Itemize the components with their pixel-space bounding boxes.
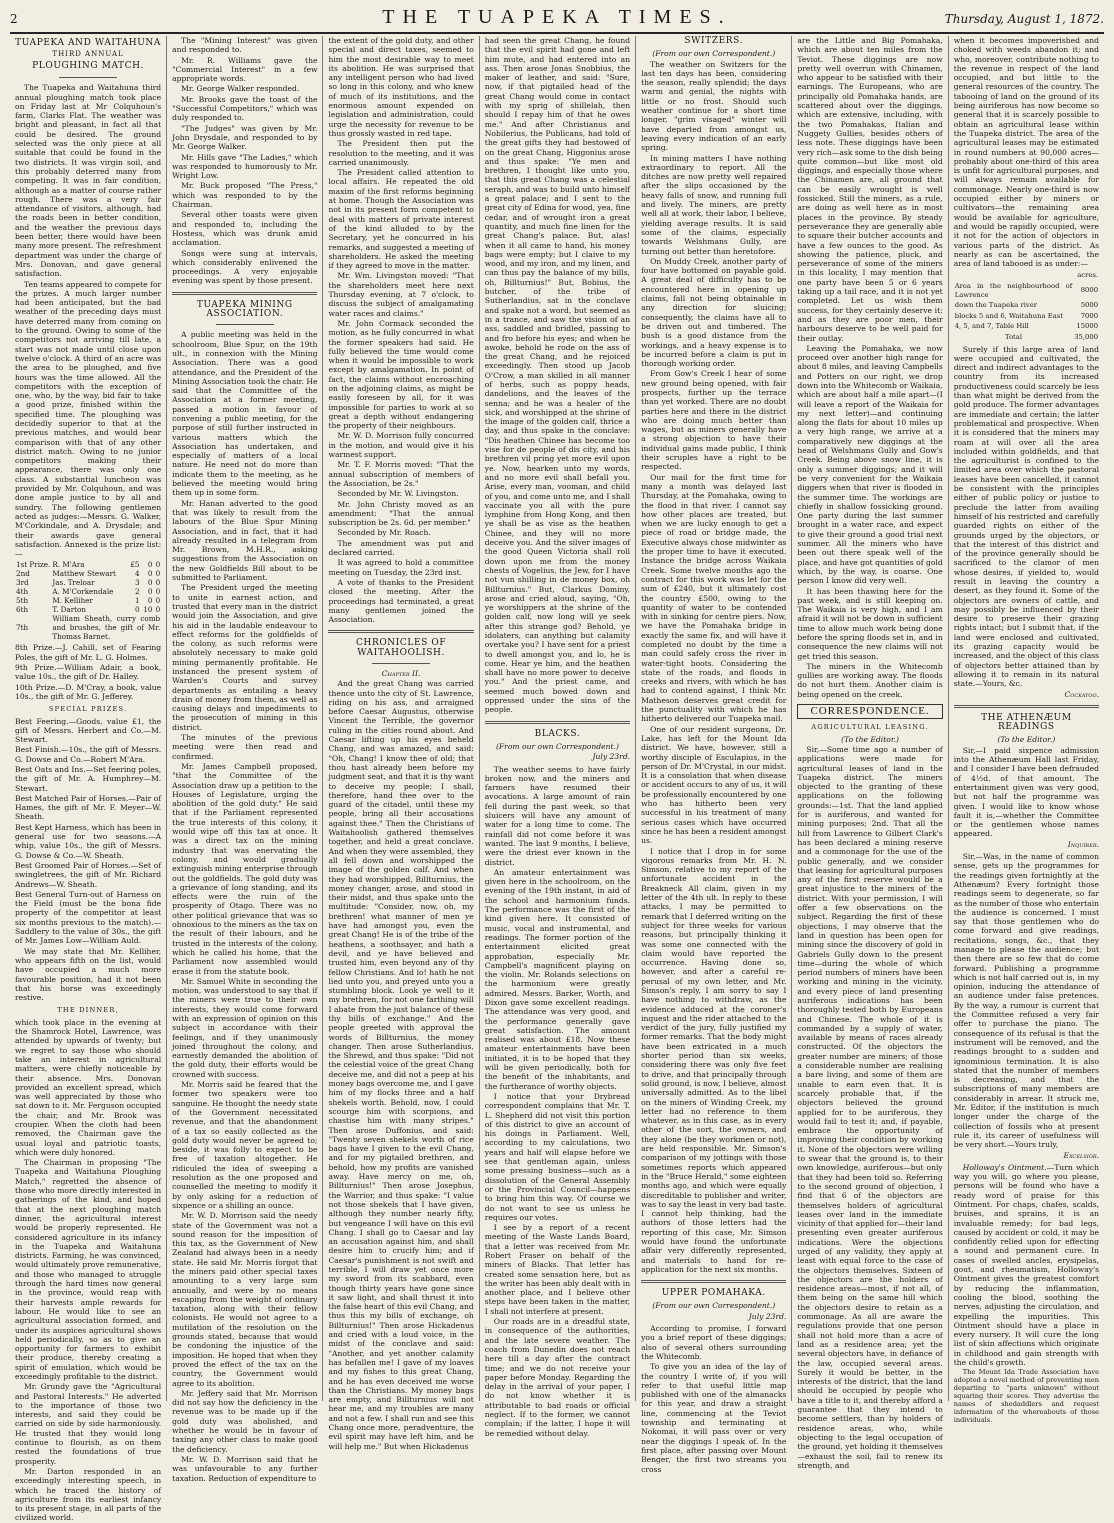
article-title: TUAPEKA AND WAITAHUNA <box>15 38 162 48</box>
paragraph: Mr. Darton responded in an exceedingly interesting speech, in which he traced the history of agriculture from its earliest infancy to its present stage, in all parts of the civilized world. <box>15 1466 162 1523</box>
paragraph: The weather seems to have fairly broken now, and the miners and farmers have resumed their avocations. A large amount of rain fell during the past week, so that sluicers will have any amount of water for a long time to come. The rainfall did not come before it was wanted. The last 9 months, I believe, were the driest ever known in the district. <box>484 764 631 867</box>
paragraph: In mining matters I have nothing extraordinary to report. All the ditches are now pretty well repaired after the slips occasioned by the heavy falls of snow, and running full and lively. The miners, are pretty well all at work, their labor, I believe, yielding average results. It is said some of the claims, especially towards Welshmans Gully, are turning out better than heretofore. <box>641 153 787 256</box>
dateline: July 23rd. <box>748 1311 787 1321</box>
paragraph: A public meeting was held in the schoolroom, Blue Spur, on the 19th ult., in connexion with the Mining Association. There was a good attendance, and the President of the Mining Association took the chair. He said that the Committee of the Association at a former meeting, passed a motion in favour of convening a public meeting, for the purpose of still further instructed in various matters which the Association has undertaken, and especially of matters of a local nature. He need not do more than indicate them to the meeting, as he believed the meeting would bring them up in some form. <box>172 330 318 498</box>
paragraph: One of our resident surgeons, Dr. Lake, has left for the Mount Ida district. We have, however, still a worthy disciple of Esculapius, in the person of Dr. M'Crystal, in our midst. It is a consolation that when disease or accident occurs to any of us, it will be professionally encountered by one who has hitherto been very successful in his treatment of many serious cases which have occurred since he has been a resident amongst us. <box>641 724 787 846</box>
divider <box>954 705 1099 708</box>
divider <box>641 1280 786 1283</box>
area-unit-header: acres. <box>1077 271 1099 280</box>
paragraph: Mr. Buck proposed "The Press," which was responded to by the Chairman. <box>172 181 318 210</box>
paragraph: The weather on Switzers for the last ten days has been, considering the season, really splendid; the days warm and genial, the nights with little or no frost. Should such weather continue for a short time longer, "grim visaged" winter will have departed from amongst us, leaving every indication of an early spring. <box>641 59 787 153</box>
area-label: down the Tuapeka river <box>954 301 1038 310</box>
prize-pence: 0 <box>155 596 161 606</box>
prize-name: Jas. Treloar <box>52 578 95 588</box>
paragraph: Mr. James Campbell proposed, "that the Committee of the Association draw up a petition to the Houses of Legislature, urging the abolition of the gold duty." He said that if the Parliament represented the true interests of this colony, it would wipe off this tax at once. It was a direct tax on the mining industry that was enervating the colony, and would gradually extinguish mining enterprise through out the goldfields. The gold duty was a grievance of long standing, and its effects were the ruin of the prosperity of Otago. There was no other political grievance that was so obnoxious to the miners as the tax on the result of their labours, and he trusted in the interests of the colony, which he called his home, that the Parliament now assembled would erase it from the statute book. <box>172 761 318 976</box>
prize-pence: 0 <box>155 578 161 588</box>
paragraph: We may state that Mr. Kelliher, who appears fifth on the list, would have occupied a much more favourable position, had it not been that his horse was exceedingly restive. <box>15 946 162 1003</box>
paragraph: are the Little and Big Pomahaka, which are about ten miles from the Teviot. These diggings are now pretty well overrun with Chinamen, who appear to be satisfied with their earnings. The Europeans, who are principally old Pomahaka hands, are scattered about over the diggings, which are extensive, including, with the two Pomahakas, Italian and Nuggety Gullies, besides others of less note. These diggings have been very rich—ask some to the dish being quite common—but like most old diggings, and especially those where the Chinamen are, all ground that can be easily wrought is well fossicked. Still the miners, as a rule, are doing as well here as in most places in the province. By steady perseverance they are generally able to square their butcher accounts and have a few ounces to the good. As showing the patience, pluck, and perseverance of some of the miners in this locality, I may mention that one party have been 5 or 6 years taking up a tail race, and it is not yet completed. Let us wish them success, for they certainly deserve it; and as they are poor men, their harbours deserve to be well paid for their outlay. <box>797 36 943 343</box>
paragraph: Mr. Samuel White in seconding the motion, was understood to say that if the miners were true to their own interests, they would come forward with an expression of opinion on this subject in accordance with their feelings, and if they unanimously joined throughout the colony, and earnestly demanded the abolition of the gold duty, their efforts would be crowned with success. <box>172 976 318 1079</box>
prize-shillings: 0 <box>147 587 153 597</box>
area-value: 5000 <box>1080 301 1099 310</box>
prize-shillings: 0 <box>147 596 153 606</box>
paragraph: which took place in the evening at the Shamrock Hotel, Lawrence, was attended by upwards of twenty; but we regret to say those who should take an interest in agricultural matters, were chiefly noticeable by their absence. Mrs. Donovan provided an excellent spread, which was well appreciated by those who sat down to it. Mr. Ferguson occupied the chair, and Mr. Brook was croupier. When the cloth had been removed, the Chairman gave the usual loyal and patriotic toasts, which were duly honored. <box>15 1017 162 1157</box>
prize-pence: 0 <box>155 587 161 597</box>
prize-pounds: 2 <box>134 587 140 597</box>
prize-name: M. Kelliher <box>52 596 93 606</box>
paragraph: Sir,—Some time ago a number of applications were made for agricultural leases of land in the Tuapeka district. The miners objected to the granting of these applications on the following grounds:—1st. That the land applied for is auriferous, and wanted for mining purposes; 2nd. That all the hill from Lawrence to Gilbert Clark's has been declared a mining reserve and a commonage for the use of the public generally, and we consider that leasing for agricultural purposes any of the first reserve would be a great injustice to the miners of the district. With your permission, I will offer a few observations on the subject. Regarding the first of these objections, I may observe that the land in question has been open for mining since the discovery of gold in Gabriels Gully down to the present time—during the whole of which period numbers of miners have been working and mining in the vicinity, and every piece of land presenting auriferous indications has been thoroughly tested both by Europeans and Chinese. The whole of it is commanded by a supply of water, available by means of races already constructed. Of the objectors the greater number are miners; of those a considerable number are realising a bare living, and some of them are unable to earn even that. It is scarcely probable that, if the objectors believed the ground applied for to be auriferous, they would fail to test it; and, if payable, embrace the opportunity of improving their condition by working it. None of the objectors were willing to swear that the ground is, to their own knowledge, auriferous—but only that they had been told so. Referring to the second ground of objection, I find that 6 of the objectors are themselves holders of agricultural leases over land in the immediate vicinity of that applied for—their land presenting even greater auriferous indications. Were the objections urged of any validity, they apply at least with equal force to the case of the objectors themselves. Sixteen of the objectors are the holders of residence areas—most, if not all, of them being on the same hill which the objectors desire to retain as a commonage. As all are aware the regulations provide that one person shall not hold more than a acre of land as a residence area; yet the several objectors have, in defiance of the law, occupied several areas. Surely it would be better, in the interests of the district, that the land should be occupied by people who have a title to it, and thereby afford a guarantee that they intend to become settlers, than by holders of residence areas, who, while objecting to the legal occupation of the ground, yet holding it themselves—exhaust the soil, fail to renew its strength, and <box>797 744 943 1470</box>
section-header-correspondence: CORRESPONDENCE. <box>797 704 942 719</box>
special-prize: Best Feering.—Goods, value £1, the gift of Messrs. Herbert and Co.—M. Stewart. <box>15 716 162 745</box>
prize-place: 1st Prize. <box>16 560 51 570</box>
notice: The Mount Ida Trade Association have adopted a novel method of preventing men departing to "parts unknown" without squaring their scores. They advertise the names of shedaddlers and request information of the whereabouts of those individuals. <box>953 1368 1100 1425</box>
paragraph: The President called attention to local affairs. He repeated the old maxim of the first reforms beginning at home. Though the Association was not in its present form competent to deal with matters of private interest of the kind alluded to by the Secretary, yet he concurred in his remarks, and suggested a meeting of shareholders. He asked the meeting if they agreed to move in the matter. <box>328 168 474 271</box>
article-title: SWITZERS. <box>684 36 744 46</box>
prize-entry: 10th Prize.—D. M'Cray, a book, value 10s., the gift of Mr. G. Jefferey. <box>15 682 162 701</box>
paragraph: The Tuapeka and Waitahuna third annual ploughing match took place on Friday last at Mr Colquhoun's farm, Clarks Flat. The weather was bright and pleasant, in fact all that could be desired. The ground selected was the only piece at all suitable that could be found in the two districts. It was virgin soil, and this probably deterred many from competing. It was in fair condition, although as a matter of course rather rough. There was a very fair attendance of visitors, although, had the roads been in better condition, and the weather the previous days been better, there would have been many more present. The refreshment department was under the charge of Mrs. Donovan, and gave general satisfaction. <box>15 83 162 279</box>
paragraph: Mr. John Cormack seconded the motion, as he fully concurred in what the former speakers had said. He fully believed the time would come when it would be impossible to work except by amalgamation. In point of fact, the claims without encroaching on the adjoining claims, as might be easily foreseen by all, for it was impossible for parties to work at so great a depth without endangering the property of their neighbours. <box>328 318 474 431</box>
prize-name: T. Darton <box>52 605 86 615</box>
divider <box>216 324 274 325</box>
area-value: 7000 <box>1080 311 1099 320</box>
prize-shillings: 10 <box>143 605 153 615</box>
masthead <box>10 6 1104 34</box>
prize-name: A. M'Corkendale <box>52 587 114 597</box>
paragraph: Mr. Brooks gave the toast of the "Successful Competitors," which was duly responded to. <box>172 94 318 123</box>
correspondent-line: (From our own Correspondent.) <box>495 741 619 751</box>
prize-name: R. M'Ara <box>52 560 85 570</box>
paragraph: the extent of the gold duty, and other special and direct taxes, seemed to him the most desirable way to meet its abolition. He was surprised that any intelligent person who had lived so long in this colony, and who knew of much of its institutions, and the enormous amount expended on legislation and administration, could urge the necessity for revenue to be thus grossly wasted in red tape. <box>328 36 474 138</box>
paragraph: Sir,—I paid sixpence admission into the Athenæum Hall last Friday, and I consider I have been defrauded of 4½d. of that amount. The entertainment given was very good, but not half the programme was given. I would like to know whose fault it is,—whether the Committee or the gentlemen whose names appeared. <box>953 745 1100 839</box>
paragraph: Several other toasts were given and responded to, including the Hostess, which was drunk amid acclamation. <box>172 210 318 248</box>
article-title-2: PLOUGHING MATCH. <box>32 61 145 72</box>
table-header-row <box>954 270 1099 281</box>
divider <box>328 630 473 633</box>
advertisement <box>954 1163 1099 1368</box>
area-total-value: 35,000 <box>1074 332 1099 341</box>
paragraph: Our mail for the first time for many a month was delayed last Thursday, at the Pomahaka, owing to the flood in that river. I cannot say how other places are treated, but when we are lucky enough to get a piece of road or bridge made, the Executive always chose midwinter as the proper time to have it executed. Instance the bridge across Waikaia Creek. Some twelve months ago the contract for this work was let for the sum of £240, but it ultimately cost the country £500, owing to the quantity of water to be contended with in sinking for centre piers. Now, we have the Pomahaka bridge in exactly the same fix, and will have it completed no doubt by the time a man could safely cross the river in water-tight boots. Considering the state of the roads, and floods in creeks and rivers, with which he has had to contend against, I think Mr. Matheson deserves great credit for the punctuality with which he has hitherto delivered our Tuapeka mail. <box>641 472 787 724</box>
paragraph: Leaving the Pomahaka, we now proceed over another high range for about 8 miles, and leaving Campbells and Potters on our right, we drop down into the Whitecomb or Waikaia, which are about half a mile apart—(I will leave a report of the Waikaia for my next letter)—and continuing along the flats for about 10 miles up a very high range, we arrive at a comparatively new diggings at the head of Welshmans Gully and Gow's Creek. Being above snow line, it is only a summer diggings; and it will be very convenient for the Waikaia diggers when that river is flooded in the summer time. The workings are chiefly in shallow fossicking ground. One party during the last summer brought in a water race, and expect to give their ground a good trial next summer. All the miners who have been out there speak well of the place, and have got quantities of gold which, by the way, is coarse. One person I know did very well. <box>797 343 943 586</box>
column-6 <box>791 36 947 1470</box>
special-prize: Best Oats and Ins.—Set feering poles, the gift of Mr. A. Humphrey—M. Stewart. <box>15 765 162 793</box>
chapter-heading: Chapter II. <box>381 669 421 678</box>
paragraph: The minutes of the previous meeting were then read and confirmed. <box>172 733 318 761</box>
paragraph: It has been thawing here for the past week, and is still keeping on. The Waikaia is very high, and I am afraid it will not be down in sufficient time to allow much work being done before the spring floods set in, and in consequence the new claims will not get tried this season. <box>797 586 943 661</box>
article-title: CHRONICLES OF WAITAHOOLISH. <box>356 638 447 658</box>
paragraph: On Muddy Creek, another party of four have bottomed on payable gold. A great deal of difficulty has to be encountered here in opening up claims, fall not being obtainable in any direction for sluicing; consequently, the claims have all to be driven out and timbered. The bush is a good distance from the workings, and a heavy expense is to be incurred before a claim is put in thorough working order. <box>641 256 787 369</box>
paragraph: Mr. John Christy moved as an amendment: "That the annual subscription be 2s. 6d. per member." <box>328 499 474 528</box>
prize-pounds: 0 <box>134 605 140 615</box>
prize-place: 7th <box>16 623 29 633</box>
table-row <box>954 281 1099 300</box>
paragraph: The Chairman in proposing "The Tuapeka and Waitahuna Ploughing Match," regretted the absence of those who more directly interested in gatherings of the kind, and hoped that at the next ploughing match dinner, the agricultural interest would be properly represented. He considered agriculture in its infancy in the Tuapeka and Waitahuna districts. Farming, he was convinced, would ultimately prove remunerative, and those who managed to struggle through the hard times now general in the province, would reap with their harvests ample rewards for labour. He would like to see an agricultural association formed, and under its auspices agricultural shows held periodically, so as to give an opportunity for farmers to exhibit their produce, thereby creating a spirit of emulation, which would be exceedingly profitable to the district. <box>15 1158 162 1381</box>
signature: Inquirer. <box>1067 839 1100 849</box>
prize-row <box>15 560 161 569</box>
prize-row <box>15 605 161 614</box>
column-5 <box>635 36 791 1474</box>
article-title: AGRICULTURAL LEASING. <box>811 723 929 732</box>
paragraph: Seconded by Mr. Roach. <box>337 528 431 538</box>
paragraph: Mr. W. D. Morrison fully concurred in the motion, and would give it his warmest support. <box>328 431 474 460</box>
prize-place: 2nd <box>16 569 30 579</box>
article-title: UPPER POMAHAKA. <box>661 1288 766 1299</box>
dinner-heading: THE DINNER, <box>57 1006 119 1015</box>
paragraph: Mr. Morris said he feared that the former two speakers were too sanguine. He thought the needy state of the Government necessitated revenue, and that the abandonment of a tax so easily collected as the gold duty would never be agreed to; beside, it was folly to expect to be free of taxation altogether. He ridiculed the idea of sweeping a resolution as the one proposed and counselled the meeting to modify it by only asking for a reduction of sixpence or a shilling an ounce. <box>172 1080 318 1210</box>
prize-row <box>15 578 161 587</box>
area-label: Area in the neighbourhood of Lawrence <box>954 282 1073 299</box>
special-prize: Best Kept Harness, which has been in general use for two seasons.—A whip, value 10s., the gift of Messrs. G. Dowse & Co.—W. Sheath. <box>15 822 162 860</box>
table-row <box>954 311 1099 322</box>
paragraph: Songs were sung at intervals, which considerably enlivened the proceedings. A very enjoyable evening was spent by those present. <box>172 248 318 286</box>
tabooed-area-table <box>954 270 1099 342</box>
special-prize: Best Finish.—10s., the gift of Messrs. G. Dowse and Co.—Robert M'Ara. <box>15 745 162 764</box>
area-total-label: Total <box>1004 332 1022 341</box>
paragraph: Mr. Hills gave "The Ladies," which was responded to humorously to Mr. Wright Low. <box>172 152 318 181</box>
prize-pence: 0 <box>155 605 161 615</box>
paragraph: I notice that your Drybread correspondent complains that Mr. T. L. Shepherd did not visit this portion of this district to give an account of his doings in Parliament. Well, according to my calculations, two years and half will elapse before we see that gentleman again, unless some pressing business—such as a dissolution of the General Assembly or the Provincial Council—happens to bring him this way. Of course we do not want to see us unless he requires our votes. <box>484 1091 631 1222</box>
correspondent-line: (From our own Correspondent.) <box>652 49 776 59</box>
prize-pounds: £5 <box>130 560 140 570</box>
paragraph: Mr. T. F. Morris moved: "That the annual subscription of members of the Association, be 2s." <box>328 460 474 488</box>
paragraph: And the great Chang was carried thence unto the city of St. Lawrence, riding on his ass, and arraigned before Caesar Augustus, otherwise Vincent the Terrible, the governor ruling in the cities round about. And Caesar lifting up his eyes beheld Chang, and was amazed, and said: "Oh, Chang! I know thee of old; that thou hast already been before my judgment seat, and that it is thy want to deceive my people; I shall, therefore, hand thee over to the guard of the citadel, until these my people, bring all their accusations against thee." Then the Christians of Waitahoolish gathered themselves together, and held a great conclave. And when they were assembled, they all fell down and worshipped the image of the golden calf. And when they had worshipped, Billturnius, the money changer, arose, and stood in their midst, and thus spake unto the multitude: "Consider, now, oh, my brethren! what manner of men ye have had amongst you, even the great Chang! He is of the tribe of the heathens, a soothsayer, and hath a devil, and ye have believed and trusted him, even beyond any of thy fellow Christians. And lo! hath he not lied unto you, and preyed unto you a stumbling block. Look ye well to it my brethren, for not one farthing will I abate from the just balance of these thy bills of exchange." And the people greeted with approval the words of Billturnius, the money changer. Then arose Sutherlandius, the Shrewd, and thus spake: "Did not the celestial voice of the great Chang deceive me, and did not a peep at his money bags overcome me, and I gave him of my flocks three and a half shekels worth. Behold, now, I could scourge him with scorpions, and chastise him with many stripes." Then arose Duffonius, and said: "Twenty seven shekels worth of rice bags have I given to the evil Chang, and for my pigtailed brethren, and behold, how my profits are vanished away. Have mercy on me, oh, Billturnius!" Then arose Josephus, the Warrior, and thus spake: "I value not those shekels that I have given, although they number nearly fifty, but vengeance I will have on this evil Chang. I shall go to Caesar and lay an accusation against him, and shall desire him to crucify him; and if Caesar's punishment is not swift and terrible, I will draw yet once more my sword from its scabbard, even though thirty years have gone since it saw light, and shall thrust it into the false heart of this evil Chang, and thus this my bills of exchange, oh Billturnius!" Then arose Hickadenus and cried with a loud voice, in the midst of the conclave and said: "Another, and yet another calamity has befallen me! I gave of my loaves and my fishes to this great Chang, and he has even deceived me worse than the Christians. My money bags are empty, and Billturnius will not hear me, and my troubles are many and not a few. I shall run and see this Chang once more, peradventure, the evil spirit may have left him, and he will help me." But when Hickadenus <box>328 679 474 1451</box>
paragraph: Mr. Grundy gave the "Agricultural and Pastoral Interests." He adverted to the importance of those two interests, and said they could be carried on side by side harmoniously. He trusted that they would long continue to flourish, as on them rested the foundations of true prosperity. <box>15 1382 162 1466</box>
table-total-row <box>954 332 1099 343</box>
paragraph: It was agreed to hold a committee meeting on Tuesday, the 23rd inst. <box>328 558 474 577</box>
prize-place: 5th <box>16 596 29 606</box>
paragraph: Mr. R. Williams gave the "Commercial Interest" in a few appropriate words. <box>172 55 318 84</box>
divider <box>172 292 317 295</box>
area-value: 15000 <box>1076 322 1099 331</box>
article-title: BLACKS. <box>534 728 581 739</box>
paragraph: Mr. W. D. Morrison said that he was unfavourable to any further taxation. Reduction of expenditure to <box>172 1454 318 1483</box>
signature: Excelsior. <box>1063 1150 1100 1160</box>
special-prize: Best Groomed Pair of Horses.—Set of swingletrees, the gift of Mr. Richard Andrews—W. Sheath. <box>15 860 162 889</box>
special-prizes-heading: SPECIAL PRIZES. <box>48 705 128 714</box>
prize-place: 3rd <box>16 578 29 588</box>
paragraph: The President then put the resolution to the meeting, and it was carried unanimously. <box>328 139 474 167</box>
area-label: 4, 5, and 7, Table Hill <box>954 322 1029 331</box>
to-editor-line: (To the Editor.) <box>997 735 1056 745</box>
paragraph: Mr. Jeffery said that Mr. Morrison did not say how the deficiency in the revenue was to be made up if the gold duty was abolished, and whether he would be in favour of taxing any other class to make good the deficiency. <box>172 1388 318 1454</box>
area-value: 8000 <box>1080 286 1099 295</box>
paragraph: An amateur entertainment was given here in the schoolroom, on the evening of the 19th instant, in aid of the school and harmonium funds. The performance was the first of the kind given here. It consisted of music, vocal and instrumental, and readings. The former portion of the entertainment elicited great approbation, especially Mr. Campbell's magnificent playing on the violin. Mr. Rolands selections on the harmonium were greatly admired. Messrs. Barker, Worth, and Dixon gave some excellent readings. The attendance was very good, and the performance generally gave great satisfaction. The amount realised was about £18. Now these amateur entertainments have been initiated, it is to be hoped that they will be given periodically, both for the benefit of the inhabitants, and the furtherance of worthy objects. <box>484 867 631 1091</box>
signature: Cockatoo. <box>1064 689 1100 699</box>
paragraph: had seen the great Chang, he found that the evil spirit had gone and left him mute, and had entered into an ass. Then arose Jonas Snobbius, the maker of leather, and said: "Sure, now, if that pigtailed head of the great Chang would come in contact with my sprig of shillelah, then should I repay him of that he owes me." And after Christianus and Nobilerius, the Publicans, had told of the great gifts they had bestowed of on the great Chang, Higgonius arose and thus spake: "Ye men and brethren, I thought like unto you, that this great Chang was a celestial seraph, and was to build unto himself a great palace; and I sent to the great city of Edina for wood, yea, fine cedar, and of wrought iron a great quantity, and much fine linen for the great Chang's palace. But, alas! when it all came to hand, his money bags were empty; but I claive to my wood, and my iron, and my linen, and can thus pay the balance of my bills, oh, Billturnius!" But, Bobius, the butcher, of the tribe of Sutherlandius, sat in the conclave and spake not a word, but seemed as in a trance, and saw the vision of an ass, saddled and bridled, passing to and fro before his eyes; and when he awoke, behold he rode on the ass of the great Chang, and he rejoiced exceedingly. Then stood up Jacob O'Crow, a man skilled in all manner of herbs, such as poppy heads, dandelions, and the leaves of the senna; and he was a healer of the sick, and worshipped at the shrine of the image of the golden calf, thrice a day, and thus spake in the conclave: "Dis heathen Chinee has become too vise for de people of dis city, and his brethren vil pring yet more evil upon ye. Now, hearken unto my words, and no more evil shall befall you. Arise, every man, vooman, and child of you, and come unto me, and I shall vaccinate you all with the pure lymphine from Hong Kong, and then ye shall be as vise as the heathen Chinee, and they will no more deceive you. And the silver images of the good Queen Victoria shall roll down upon me from the money chests of Vogelius, the Jew, for I have not vun shilling in de money box, oh Billturnius." But, Clarkus Dominy, arose and cried aloud, saying, "Oh, ye worshippers at the shrine of the golden calf, now long will ye seek after this strange god? Behold, ye idolaters, can anything but calamity overtake you? I have sent for a priest to dwell amongst you, and lo, he is come. Hear ye him, and the heathen shall have no more power to deceive you." And the priest came, and seemed much bowed down and oppressed under the sins of the people. <box>484 36 631 715</box>
prize-entry: 9th Prize.—William Adair, a book, value 10s., the gift of Dr. Halley. <box>15 663 162 682</box>
ad-title: Holloway's Ointment. <box>962 1162 1047 1172</box>
paragraph: To give you an idea of the lay of the country I write of, if you will refer to that useful little map published with one of the almanacks for this year, and draw a straight line, commencing at the Teviot township and terminating at Nokomai, it will pass over or very near the diggings I speak of. In the first place, after passing over Mount Benger, the first two streams you cross <box>641 1362 787 1474</box>
paragraph: Seconded by Mr. W. Livingston. <box>337 489 459 499</box>
paragraph: when it becomes impoverished and choked with weeds abandon it; and who, moreover, contribute nothing to the revenue in respect of the land occupied, and but little to the general resources of the country. The tabooing of land on the ground of its being auriferous has now become so general that it is scarcely possible to obtain an agricultural lease within the Tuapeka district. The area of the agricultural leases may be estimated in round numbers at 90,000 acres—probably about one-third of this area is unfit for agricultural purposes, and will always remain available for commonage. Nearly one-third is now occupied either by miners or cultivators—the remaining area would be available for agriculture, and would be rapidly occupied, were it not for the action of objectors in various parts of the district. As nearly as can be ascertained, the area of land tabooed is as under:— <box>953 36 1100 269</box>
to-editor-line: (To the Editor.) <box>841 734 900 744</box>
paragraph: Our roads are in a dreadful state, in consequence of the authorities, and the late severe weather. The coach from Dunedin does not reach here till a day after the contract time; and we do not receive your paper before Monday. Regarding the delay in the arrival of your paper, I do not know whether it is attributable to bad roads or official neglect. If to the former, we cannot complain; if the latter, I hope it will be remedied without delay. <box>484 1317 631 1438</box>
table-row <box>954 300 1099 311</box>
prize-row <box>15 569 161 578</box>
paragraph: According to promise, I forward you a brief report of these diggings; also of several others surrounding the Whitecomb. <box>641 1324 787 1361</box>
area-label: blocks 5 and 6, Waitahuna East <box>954 311 1063 320</box>
divider <box>485 721 630 724</box>
article-title: THE ATHENÆUM READINGS <box>981 712 1072 733</box>
paragraph: From Gow's Creek I hear of some new ground being opened, with fair prospects, further up the terrace than yet worked. There are no doubt parties here and there in the district who are doing much better than wages, but as miners generally have a strong objection to have their individual gains made public, I think their scruples have a right to be respected. <box>641 369 787 472</box>
page-number: 2 <box>10 12 18 26</box>
column-3 <box>322 36 478 1451</box>
issue-date: Thursday, August 1, 1872. <box>944 12 1104 26</box>
prize-list <box>15 560 161 641</box>
paragraph: Mr. Hanan adverted to the good that was likely to result from the labours of the Blue Spur Mining Association, and in fact, that it had already resulted in a telegram from Mr. Brown, M.H.R., asking suggestions from the Association on the new Goldfields Bill about to be submitted to Parliament. <box>172 498 318 583</box>
article-subtitle: THIRD ANNUAL <box>52 50 124 58</box>
correspondent-line: (From our own Correspondent.) <box>652 1301 776 1311</box>
prize-pounds: 4 <box>134 569 140 579</box>
prize-pence: 0 <box>155 569 161 579</box>
prize-shillings: 0 <box>147 569 153 579</box>
paragraph: "The Judges" was given by Mr. John Drysdale, and responded to by Mr. George Walker. <box>172 123 318 152</box>
prize-shillings: 0 <box>147 560 153 570</box>
article-title: TUAPEKA MINING ASSOCIATION. <box>196 299 293 320</box>
paragraph: The miners in the Whitecomb gullies are working away. The floods do not hurt them. Another claim is being opened on the creek. <box>797 661 943 699</box>
prize-place: 4th <box>16 587 29 597</box>
paragraph: Surely if this large area of land were occupied and cultivated, the direct and indirect advantages to the country from its increased productiveness could scarcely be less than what might be derived from the gold produce. The former advantages are immediate and certain; the latter problematical and prospective. When it is considered that the miners may roam at will over all the area included within goldfields, and that the agriculturist is confined to the limited area over which the pastoral leases have been cancelled, it cannot be consistent with the principles either of public policy or justice to preclude the latter from availing himself of his restricted and carefully guarded rights on either of the grounds urged by the objectors, or that the interest of this district and of the province generally should be sacrificed to the clamor of men whose desires, if yielded to, would result in leaving the country a desert, as they found it. Some of the objectors are owners of cattle, and may possibly be influenced by their desire to preserve their grazing rights intact; but I submit that, if the land were enclosed and cultivated, its grazing capacity would be increased, and the object of this class of objectors better attained than by allowing it to remain in its natural state.—Yours, &c. <box>953 344 1100 689</box>
prize-pence: 0 <box>155 560 161 570</box>
special-prize: Best Matched Pair of Horses.—Pair of Hames, the gift of Mr. F. Meyer—W. Sheath. <box>15 793 162 822</box>
prize-name: Matthew Stewart <box>52 569 116 579</box>
column-2 <box>166 36 322 1483</box>
paragraph: A vote of thanks to the President closed the meeting. After the proceedings had terminated, a great many gentlemen joined the Association. <box>328 577 474 625</box>
newspaper-title: THE TUAPEKA TIMES. <box>382 6 732 28</box>
paragraph: I notice that I drop in for some vigorous remarks from Mr. H. N. Simson, relative to my report of the unfortunate accident in the Breakneck All claim, given in my letter of the 4th ult. In reply to these attacks, I may be permitted to remark that I deferred writing on the subject for three weeks for various reasons, but principally thinking it was some one connected with the claim would have reported the occurrence. Having done so, however, and after a careful re-perusal of my own letter, and Mr. Simson's reply, I am sorry to say I have nothing to withdraw, as the evidence adduced at the coroner's inquest and the rider attached to the verdict of the jury, fully justified my former remarks. That the body might have been extricated in a much shorter period than six weeks, considering there was only five feet to drive, and that principally through solid ground, is now, I believe, almost universally admitted. As to the libel on the miners of Winding Creek, my letter had no reference to them whatever, as in this case, as in every other of the sort, the owners, and they alone (be they workmen or not), are held responsible. Mr. Simson's comparison of my jottings with those sometimes reports which appeared in the "Bruce Herald," some eighteen months ago, and which were equally discreditable to publisher and writer, was to say the least in very bad taste. I cannot help thinking, had the authors of those letters had the reporting of this case, Mr. Simson would have found the unfortunate affair very differently represented, and materials to hand for re-application for the next six months. <box>641 846 787 1274</box>
special-prize: Best General Turn-out of Harness on the Field (must be the bona fide property of the competitor at least six months previous to the match).—Saddlery to the value of 30s., the gift of Mr. James Low—William Auld. <box>15 889 162 946</box>
column-7 <box>948 36 1104 1425</box>
paragraph: The President urged the meeting to unite in earnest action, and trusted that every man in the district would join the Association, and give his aid in the laudable endeavour to effect reforms for the goldfields of the colony, as such reforms were absolutely necessary to make gold mining permanently profitable. He instanced the present system of Warden's Courts and survey departments as entailing a heavy drain of money from them, as well as causing delays and impediments to the prosecution of mining in this district. <box>172 583 318 732</box>
paragraph: Sir,—Was, in the name of common sense, gets up the programmes for the readings given fortnightly at the Athenæum? Every fortnight those readings seem to degenerate, so far as the number of those who entertain the audience is concerned. I must say that those gentlemen who do come forward and give readings, recitations, songs, &c., that they manage to please the audience; but then there are so few that do come forward. Publishing a programme which is not half carried out is, in my opinion, inducing the attendance of an audience under false pretences. By the way, a rumour is current that the Committee refused a very fair offer to purchase the piano. The consequence of its refusal is that the instrument will be removed, and the readings brought to a sudden and ignominious termination. It is also stated that the number of members is decreasing, and that the subscriptions of many members are considerably in arrear. It struck me, Mr. Editor, if the institution is much longer under the charge of the collection of fossils who at present rule it, its career of usefulness will be very short.—Yours truly, <box>953 852 1100 1150</box>
paragraph: Mr. George Walker responded. <box>181 84 300 94</box>
paragraph: Ten teams appeared to compete for the prizes. A much larger number had been anticipated, but the bad weather of the preceding days must have deterred many from coming on to the ground. Owing to some of the competitors not arriving till late, a start was not made until close upon twelve o'clock. A third of an acre was the area to be ploughed, and five hours was the time allowed. All the competitors with the exception of one, who, by the way, bid fair to take a good prize, finished within the specified time. The ploughing was decidedly superior to that at the previous matches, and would bear comparison with that of any other district match. Owing to no junior competitors making their appearance, there was only one class. A substantial luncheon was provided by Mr. Colquhoun, and was done ample justice to by all and sundry. The following gentlemen acted as judges:—Messrs. G. Walker, M'Corkindale, and A. Drysdale; and their awards gave general satisfaction. Annexed is the prize list:— <box>15 279 162 559</box>
dateline: July 23rd. <box>592 752 631 762</box>
prize-row <box>15 596 161 605</box>
divider <box>372 663 430 664</box>
prize-pounds: 3 <box>134 578 140 588</box>
column-1 <box>10 36 166 1523</box>
paragraph: The "Mining Interest" was given and responded to. <box>172 36 318 55</box>
prize-pounds: 1 <box>134 596 140 606</box>
prize-entry: 8th Prize.—J. Cahill, set of Fearing Poles, the gift of Mr. L. G. Holmes. <box>15 643 162 662</box>
prize-row <box>15 587 161 596</box>
table-row <box>954 321 1099 332</box>
divider <box>59 77 117 78</box>
paragraph: Mr. W. D. Morrison said the needy state of the Government was not a sound reason for the imposition of this tax, as the Government of New Zealand had always been in a needy state. He said Mr. Morris forgot that the miners paid other special taxes amounting to a very large sum annually, and were by no means escaping from the weight of ordinary taxation, along with their fellow colonists. He would not agree to a mutilation of the resolution on the grounds stated, because that would be condoning the injustice of the imposition. He hoped that when they proved the effect of the tax on the country, the Government would agree to its abolition. <box>172 1211 318 1388</box>
columns <box>10 36 1104 1523</box>
paragraph: Mr. Wm. Livingston moved: "That the shareholders meet here next Thursday evening, at 7 o'clock, to discuss the subject of amalgamating water races and claims." <box>328 271 474 318</box>
prize-place: 6th <box>16 605 29 615</box>
ad-text: —Turn which way you will, go where you please, persons will be found who have a ready word of praise for this Ointment. For chaps, chafes, scalds, bruises, and sprains, it is an invaluable remedy; for bad legs, caused by accident or cold, it may be confidently relied upon for effecting a sound and permanent cure. In cases of swelled ancles, erysipelas, gout, and rheumatism, Holloway's Ointment gives the greatest comfort by reducing the inflammation, cooling the blood, soothing the nerves, adjusting the circulation, and expelling the impurities. This Ointment should have a place in every nursery. It will cure the long list of skin affections which originate in childhood and gain strength with the child's growth. <box>953 1162 1100 1368</box>
paragraph: I see by a report of a recent meeting of the Waste Lands Board, that a letter was received from Mr. Robert Fraser on behalf of the miners of Blacks. That letter has created some sensation here, but as the writer has been ably dealt with in another place, and I believe other steps have been taken in the matter, I shall not interfere at present. <box>484 1223 631 1316</box>
prize-shillings: 0 <box>147 578 153 588</box>
paragraph: The amendment was put and declared carried. <box>328 538 474 558</box>
prize-name: William Sheath, curry comb and brushes, the gift of Mr. Thomas Barnet. <box>52 614 161 642</box>
column-4 <box>479 36 635 1438</box>
prize-row <box>15 614 161 641</box>
